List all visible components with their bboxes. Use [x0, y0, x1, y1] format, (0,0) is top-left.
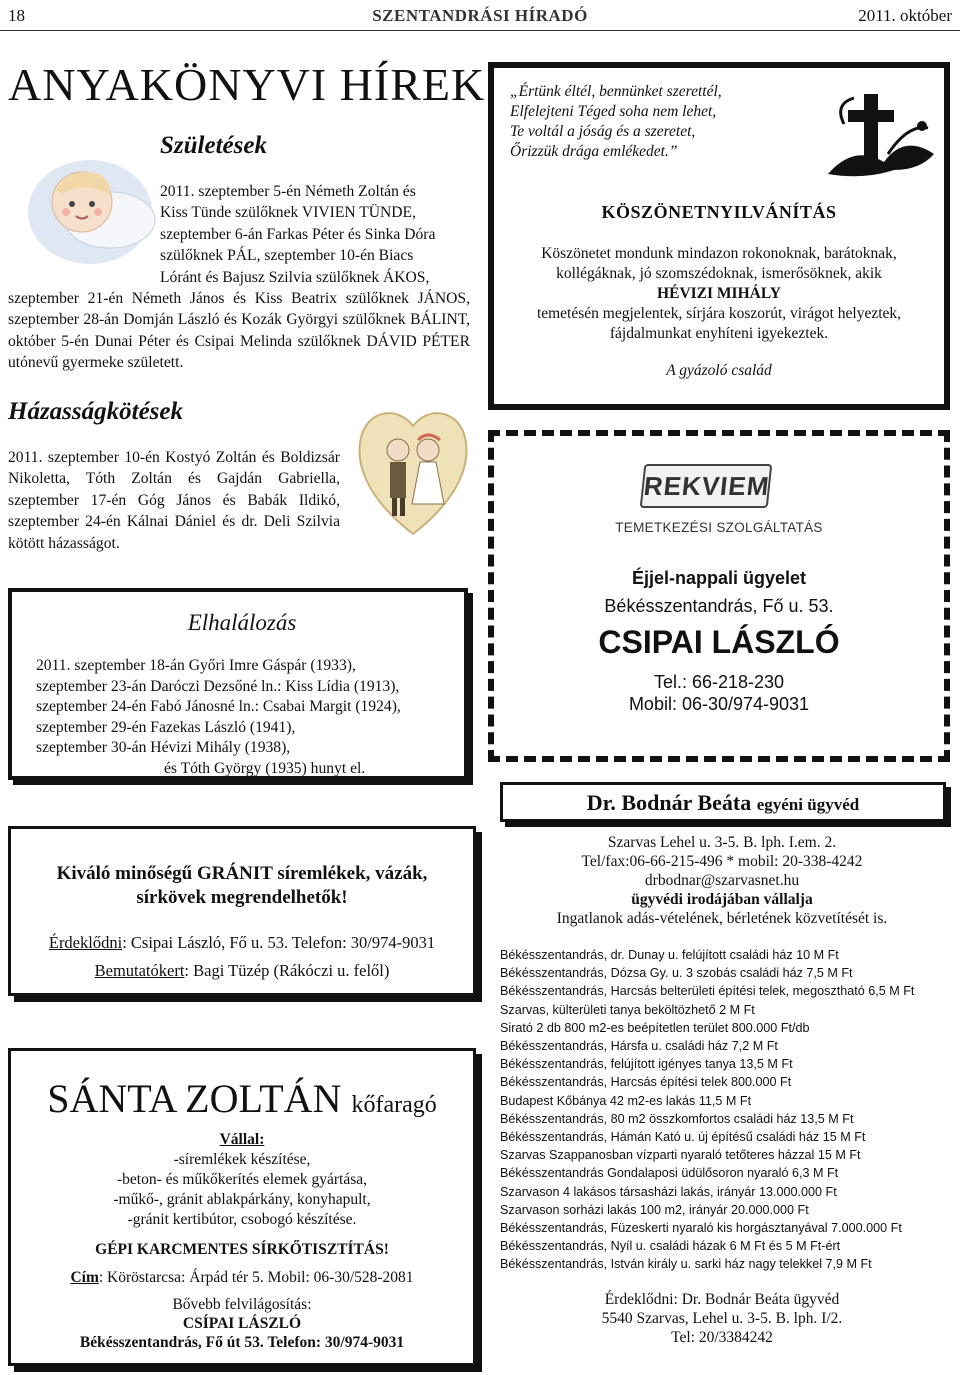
granit-showroom: [11, 961, 473, 981]
granit-showroom-label: Bemutatókert: [94, 961, 185, 980]
listing-item: Szarvas Szappanosban vízparti nyaraló tetőteres házzal 15 M Ft: [500, 1148, 861, 1163]
listing-item: Sirató 2 db 800 m2-es beépítetlen terület 800.000 Ft/db: [500, 1020, 810, 1035]
funeral-service-ad: [488, 430, 950, 762]
contact-address: Békésszentandrás, Fő út 53. Telefon: 30/974-9031: [79, 1334, 405, 1351]
listing-item: Békésszentandrás, Harcsás építési telek 800.000 Ft: [500, 1075, 792, 1090]
acknowledgment-body: [504, 244, 934, 344]
property-listings: [500, 946, 950, 1274]
listing-item: Békésszentandrás, 80 m2 összkomfortos családi ház 13,5 M Ft: [500, 1111, 854, 1126]
address-value: : Köröstarcsa: Árpád tér 5. Mobil: 06-30/528-2081: [98, 1269, 414, 1286]
births-line: Kiss Tünde szülőknek VIVIEN TÜNDE,: [160, 204, 416, 222]
granit-contact-label: Érdeklődni: [48, 933, 123, 952]
listing-item: Szarvas, külterületi tanya beköltözhető 2 M Ft: [500, 1002, 755, 1017]
granit-headline-1: Kiváló minőségű GRÁNIT síremlékek, vázák,: [56, 863, 428, 884]
poem-line: Te voltál a jóság és a szeretet,: [510, 123, 696, 140]
listing-item: Békésszentandrás, Füzeskerti nyaraló kis horgásztanyával 7.000.000 Ft: [500, 1221, 902, 1236]
page-title: ANYAKÖNYVI HÍREK: [8, 59, 486, 110]
death-line: szeptember 24-én Fabó Jánosné ln.: Csabai Margit (1924),: [36, 698, 401, 716]
stonemason-name-text: SÁNTA ZOLTÁN: [47, 1076, 342, 1121]
poem-line: Elfelejteni Téged soha nem lehet,: [510, 103, 717, 120]
contact-name: CSÍPAI LÁSZLÓ: [182, 1315, 302, 1332]
marriages-text: 2011. szeptember 10-én Kostyó Zoltán és Boldizsár Nikoletta, Tóth Zoltán és Gajdán Gabriella, szeptember 17-én Góg János és Babák Ildikó, szeptember 24-én Kálnai Dániel és dr. Deli Szilvia kötött házasságot.: [8, 449, 340, 552]
death-line: szeptember 23-án Daróczi Dezsőné ln.: Kiss Lídia (1913),: [36, 677, 400, 695]
body-line: Köszönetet mondunk mindazon rokonoknak, barátoknak,: [541, 245, 897, 262]
body-line: temetésén megjelentek, sírjára koszorút, virágot helyeztek,: [536, 305, 902, 322]
deaths-heading: Elhalálozás: [187, 610, 297, 635]
listing-item: Szarvason 4 lakásos társasházi lakás, irányár 13.000.000 Ft: [500, 1184, 837, 1199]
service-item: -gránit kertibútor, csobogó készítése.: [127, 1211, 357, 1228]
stonemason-name: [11, 1075, 473, 1122]
listing-item: Békésszentandrás, Dózsa Gy. u. 3 szobás családi ház 7,5 M Ft: [500, 966, 853, 981]
wedding-couple-illustration: [354, 400, 472, 540]
service-item: -műkő-, gránit ablakpárkány, konyhapult,: [113, 1191, 371, 1208]
cross-flowers-icon: [824, 84, 940, 180]
lawyer-offer-detail: Ingatlanok adás-vételének, bérletének közvetítését is.: [556, 910, 888, 927]
births-line: 2011. szeptember 5-én Németh Zoltán és: [160, 183, 416, 200]
rekviem-mobile: Mobil: 06-30/974-9031: [628, 694, 810, 714]
listing-item: Békésszentandrás, dr. Dunay u. felújított családi ház 10 M Ft: [500, 948, 839, 962]
poem-line: „Értünk éltél, bennünket szerettél,: [510, 83, 722, 100]
address-label: Cím: [70, 1269, 99, 1286]
lawyer-offer: ügyvédi irodájában vállalja: [631, 891, 813, 908]
memorial-box: [488, 62, 950, 410]
deaths-box: [8, 588, 468, 780]
lawyer-name-text: Dr. Bodnár Beáta: [586, 790, 752, 815]
marriages-heading: Házasságkötések: [8, 398, 183, 425]
death-line: és Tóth György (1935) hunyt el.: [164, 759, 366, 777]
service-item: -beton- és műkőkerítés elemek gyártása,: [116, 1171, 368, 1188]
footer-line: Érdeklődni: Dr. Bodnár Beáta ügyvéd: [604, 1291, 840, 1308]
rekviem-subtitle: TEMETKEZÉSI SZOLGÁLTATÁS: [615, 520, 823, 535]
listing-item: Békésszentandrás, Hársfa u. családi ház 7,2 M Ft: [500, 1039, 778, 1054]
services-title-text: Vállal:: [219, 1131, 265, 1148]
granit-showroom-value: : Bagi Tüzép (Rákóczi u. felől): [184, 961, 390, 980]
lawyer-contact-footer: [500, 1290, 944, 1347]
service-item: -síremlékek készítése,: [173, 1151, 311, 1168]
listing-item: Békésszentandrás Gondalaposi üdülősoron nyaraló 6,3 M Ft: [500, 1166, 839, 1181]
issue-date: 2011. október: [858, 6, 952, 25]
poem-line: Őrizzük drága emlékedet.”: [510, 143, 678, 160]
births-text-rest: szeptember 21-én Németh János és Kiss Beatrix szülőknek JÁNOS, szeptember 28-án Domján László és Kozák Györgyi szülőknek BÁLINT, október 5-én Dunai Péter és Csipai Melinda szülőknek DÁVID PÉTER utónevű gyermeke született.: [8, 290, 470, 372]
listing-item: Békésszentandrás, Harcsás belterületi építési telek, megosztható 6,5 M Ft: [500, 984, 915, 999]
death-line: szeptember 29-én Fazekas László (1941),: [36, 718, 296, 736]
death-line: 2011. szeptember 18-án Győri Imre Gáspár (1933),: [36, 657, 356, 674]
lawyer-info: [500, 833, 944, 928]
listing-item: Szarvason sorházi lakás 100 m2, irányár 20.000.000 Ft: [500, 1202, 809, 1217]
stonemason-ad: [8, 1048, 476, 1366]
acknowledgment-heading: KÖSZÖNETNYILVÁNÍTÁS: [601, 202, 837, 222]
lawyer-email: drbodnar@szarvasnet.hu: [644, 872, 800, 889]
granit-headline-2: sírkövek megrendelhetők!: [136, 887, 348, 908]
births-heading: Születések: [160, 132, 267, 159]
granit-contact-value: : Csipai László, Fő u. 53. Telefon: 30/974-9031: [122, 933, 436, 952]
body-line: kollégáknak, jó szomszédoknak, ismerősöknek, akik: [556, 265, 882, 282]
deaths-text: [36, 656, 456, 780]
footer-line: 5540 Szarvas, Lehel u. 3-5. B. lph. I/2.: [601, 1310, 843, 1327]
listing-item: Békésszentandrás, Nyíl u. családi házak 6 M Ft és 5 M Ft-ért: [500, 1239, 841, 1254]
page-number: 18: [8, 6, 25, 25]
more-info: Bővebb felvilágosítás:: [172, 1296, 312, 1313]
stonemason-address: [11, 1269, 473, 1287]
lawyer-phone: Tel/fax:06-66-215-496 * mobil: 20-338-4242: [581, 853, 863, 870]
cleaning-service: GÉPI KARCMENTES SÍRKŐTISZTÍTÁS!: [95, 1241, 389, 1258]
granit-ad: [8, 826, 476, 996]
services-title: [11, 1131, 473, 1149]
lawyer-title-box: [500, 782, 946, 822]
rekviem-owner: CSIPAI LÁSZLÓ: [598, 624, 840, 660]
stonemason-profession: kőfaragó: [351, 1092, 437, 1118]
lawyer-title: egyéni ügyvéd: [756, 795, 860, 814]
listing-item: Békésszentandrás, István király u. sarki ház nagy telekkel 7,9 M Ft: [500, 1257, 872, 1272]
rekviem-phone: Tel.: 66-218-230: [653, 672, 785, 692]
death-line: szeptember 30-án Hévizi Mihály (1938),: [36, 739, 291, 757]
listing-item: Békésszentandrás, Hámán Kató u. új építésű családi ház 15 M Ft: [500, 1130, 866, 1145]
lawyer-name: [503, 790, 943, 816]
births-text: [8, 181, 470, 374]
births-line: szülőknek PÁL, szeptember 10-én Biacs: [160, 247, 414, 265]
body-line: fájdalmunkat enyhíteni igyekeztek.: [609, 325, 829, 342]
rekviem-address: Békésszentandrás, Fő u. 53.: [604, 596, 834, 616]
births-line: szeptember 6-án Farkas Péter és Sinka Dóra: [160, 225, 436, 243]
listing-item: Békésszentandrás, felújított igényes tanya 13,5 M Ft: [500, 1057, 793, 1072]
births-line: Lóránt és Bajusz Szilvia szülőknek ÁKOS,: [160, 268, 430, 286]
listing-item: Budapest Kőbánya 42 m2-es lakás 11,5 M Ft: [500, 1093, 752, 1108]
memorial-poem: [510, 82, 780, 162]
deceased-name: HÉVIZI MIHÁLY: [657, 285, 781, 302]
lawyer-address: Szarvas Lehel u. 3-5. B. lph. I.em. 2.: [607, 834, 837, 851]
footer-line: Tel: 20/3384242: [671, 1329, 773, 1346]
acknowledgment-signature: A gyázoló család: [666, 362, 772, 379]
newspaper-name: SZENTANDRÁSI HÍRADÓ: [372, 6, 588, 25]
duty-hours: Éjjel-nappali ügyelet: [631, 568, 807, 588]
granit-contact: [11, 933, 473, 953]
rekviem-logo: REKVIEM: [640, 464, 773, 508]
header-rule: [0, 30, 960, 31]
